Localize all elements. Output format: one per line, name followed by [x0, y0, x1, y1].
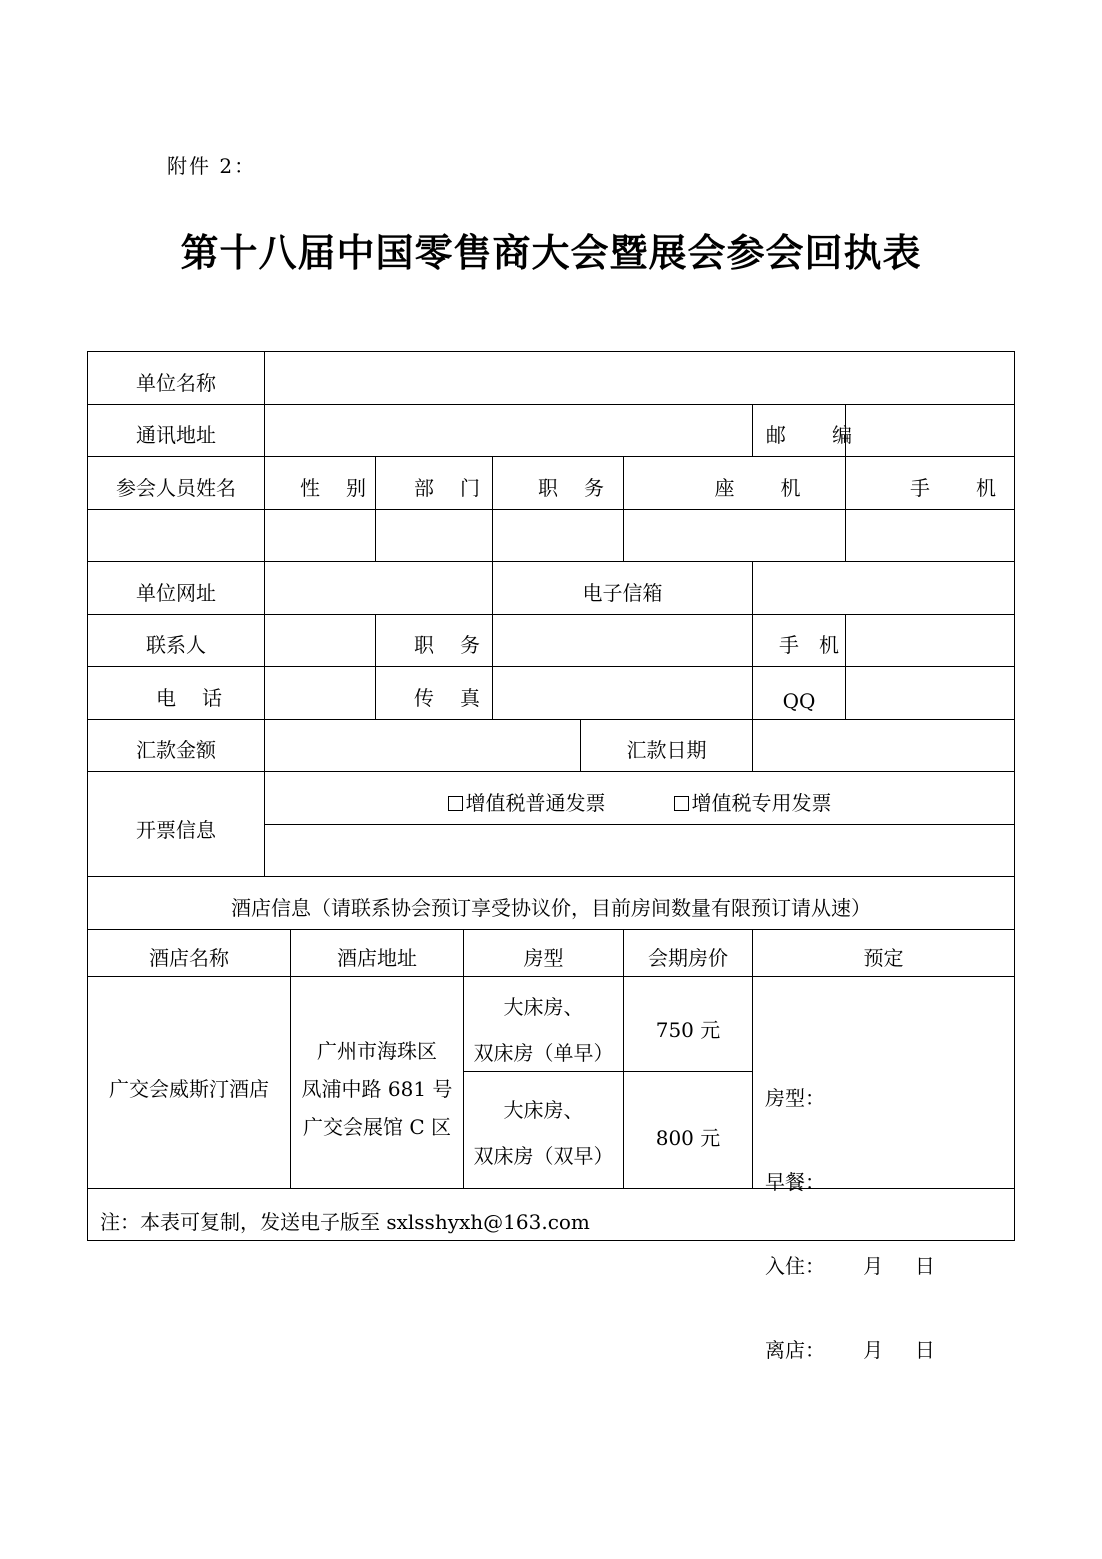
checkbox-icon[interactable]	[674, 796, 689, 811]
fax-field[interactable]	[493, 667, 752, 719]
gender-field[interactable]	[265, 510, 375, 561]
label-position: 职务	[538, 475, 630, 500]
room-type-line: 大床房、	[503, 995, 584, 1019]
label-address: 通讯地址	[136, 423, 216, 447]
hotel-col-name: 酒店名称	[149, 946, 229, 970]
address-field[interactable]	[265, 405, 752, 456]
mobile-field[interactable]	[846, 510, 1014, 561]
label-gender: 性别	[300, 475, 392, 500]
hotel-name: 广交会威斯汀酒店	[109, 1077, 269, 1101]
room-price-double-breakfast: 800 元	[655, 1126, 721, 1150]
hotel-col-address: 酒店地址	[337, 946, 417, 970]
label-company-name: 单位名称	[136, 370, 216, 395]
label-qq: QQ	[782, 688, 816, 713]
phone-field[interactable]	[265, 667, 375, 719]
label-email: 电子信箱	[582, 580, 663, 605]
hotel-section-title: 酒店信息（请联系协会预订享受协议价，目前房间数量有限预订请从速）	[231, 896, 871, 920]
room-price-single-breakfast: 750 元	[655, 1018, 721, 1042]
booking-checkin: 入住： 月 日	[765, 1254, 935, 1278]
label-fax: 传真	[414, 685, 506, 710]
room-type-line: 双床房（单早）	[473, 1041, 614, 1065]
website-field[interactable]	[265, 562, 492, 614]
landline-field[interactable]	[624, 510, 845, 561]
hotel-address-line: 广州市海珠区	[317, 1039, 437, 1063]
checkbox-icon[interactable]	[448, 796, 463, 811]
booking-breakfast: 早餐：	[765, 1170, 825, 1194]
label-landline: 座机	[714, 475, 847, 500]
postcode-field[interactable]	[846, 405, 1014, 456]
label-postcode: 邮 编	[765, 423, 873, 447]
label-phone: 电话	[156, 685, 248, 710]
label-department: 部门	[414, 475, 506, 500]
email-field[interactable]	[753, 562, 1014, 614]
qq-field[interactable]	[846, 667, 1014, 719]
label-contact-position: 职务	[414, 633, 506, 657]
contact-mobile-field[interactable]	[846, 615, 1014, 666]
label-website: 单位网址	[136, 580, 216, 605]
room-type-single-breakfast	[464, 983, 623, 1077]
invoice-options	[265, 776, 1014, 829]
room-type-line: 大床房、	[503, 1098, 584, 1122]
label-contact-mobile: 手机	[779, 633, 859, 657]
department-field[interactable]	[376, 510, 492, 561]
hotel-col-booking: 预定	[863, 946, 904, 970]
booking-room-type: 房型：	[765, 1086, 825, 1110]
invoice-option-special[interactable]: 增值税专用发票	[674, 791, 832, 815]
label-contact: 联系人	[146, 633, 206, 657]
hotel-address	[291, 983, 463, 1195]
footer-note: 注：本表可复制，发送电子版至 sxlsshyxh@163.com	[100, 1210, 590, 1234]
company-name-field[interactable]	[265, 352, 1014, 404]
amount-field[interactable]	[265, 720, 580, 771]
attachment-label: 附件 2：	[167, 154, 257, 178]
hotel-address-line: 广交会展馆 C 区	[302, 1115, 452, 1139]
label-mobile: 手机	[910, 475, 1042, 500]
hotel-col-price: 会期房价	[648, 946, 728, 970]
page-title: 第十八届中国零售商大会暨展会参会回执表	[180, 230, 922, 275]
contact-field[interactable]	[265, 615, 375, 666]
attendee-name-field[interactable]	[88, 510, 264, 561]
invoice-detail-field[interactable]	[265, 825, 1014, 876]
contact-position-field[interactable]	[493, 615, 752, 666]
label-amount: 汇款金额	[136, 738, 216, 762]
room-type-double-breakfast	[464, 1072, 623, 1194]
label-attendee-name: 参会人员姓名	[116, 475, 236, 500]
position-field[interactable]	[493, 510, 623, 561]
hotel-address-line: 凤浦中路 681 号	[301, 1077, 453, 1101]
room-type-line: 双床房（双早）	[473, 1144, 614, 1168]
label-date: 汇款日期	[626, 738, 707, 762]
invoice-option-normal[interactable]: 增值税普通发票	[448, 791, 606, 815]
hotel-col-room-type: 房型	[523, 946, 564, 970]
label-invoice: 开票信息	[136, 817, 216, 842]
booking-checkout: 离店： 月 日	[765, 1338, 935, 1362]
date-field[interactable]	[753, 720, 1014, 771]
